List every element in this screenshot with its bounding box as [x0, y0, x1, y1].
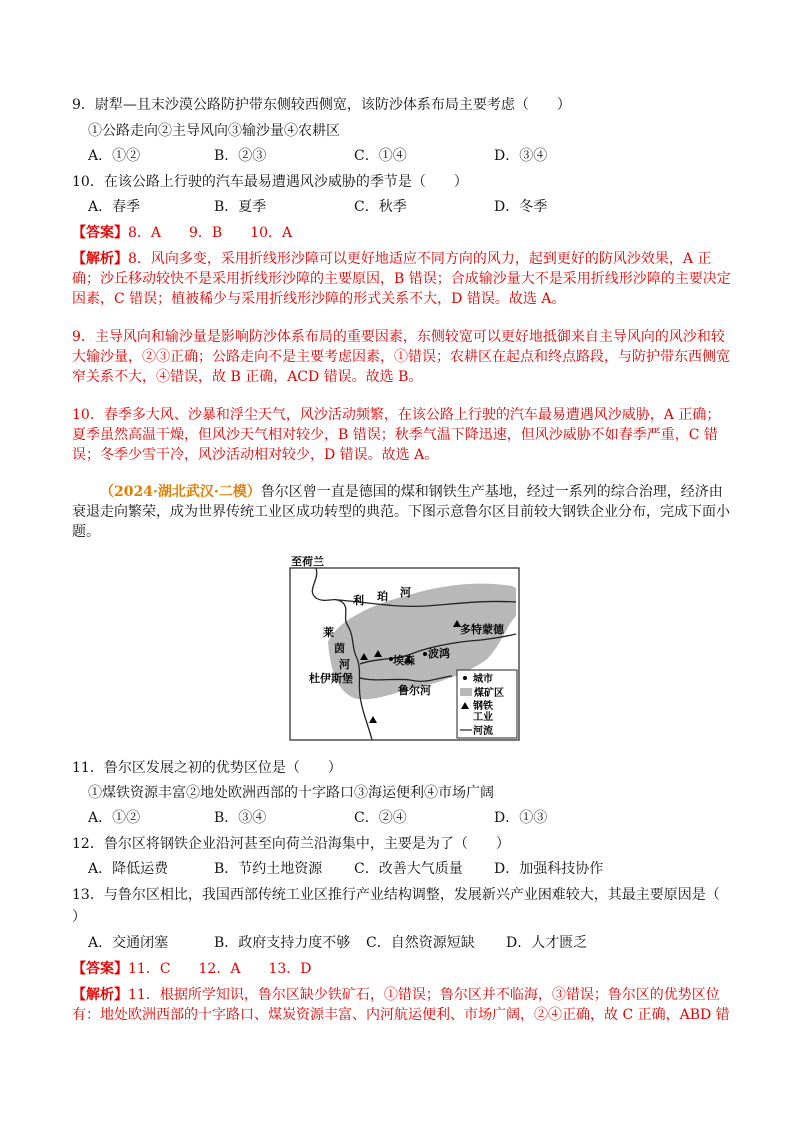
option-c: C．改善大气质量 [354, 861, 463, 877]
label-ruhr-river: 鲁尔河 [398, 684, 431, 697]
option-d: D．加强科技协作 [494, 861, 604, 877]
ruhr-map [276, 556, 521, 743]
label-to-netherlands: 至荷兰 [291, 556, 324, 568]
label-lippe-1: 利 [353, 594, 364, 607]
q9-items: ①公路走向②主导风向③输沙量④农耕区 [88, 123, 340, 139]
q9-stem: 9．尉犁—且末沙漠公路防护带东侧较西侧宽，该防沙体系布局主要考虑（ ） [72, 97, 571, 113]
label-bochum: 波鸿 [428, 647, 450, 660]
intro-text: 鲁尔区曾一直是德国的煤和钢铁生产基地，经过一系列的综合治理，经济由衰退走向繁荣，成为世界传统工业区成功转型的典范。下图示意鲁尔区目前较大钢铁企业分布，完成下面小题。 [72, 484, 730, 540]
q13-stem: 13．与鲁尔区相比，我国西部传统工业区推行产业结构调整，发展新兴产业困难较大，其最主要原因是（ [72, 887, 720, 903]
legend-coal-symbol [460, 688, 472, 696]
q10-options [88, 197, 648, 217]
explanation-9: 9．主导风向和输沙量是影响防沙体系布局的重要因素，东侧较宽可以更好地抵御来自主导风向的风沙和较大输沙量，②③正确；公路走向不是主要考虑因素，①错误；农耕区在起点和终点路段，与防护带东西侧宽窄关系不大，④错误，故 B 正确，ACD 错误。故选 B。 [72, 329, 730, 385]
legend-coal-label: 煤矿区 [474, 688, 504, 699]
label-essen: 埃森 [393, 654, 415, 667]
option-d: D．③④ [494, 148, 548, 164]
map-legend [457, 670, 517, 738]
label-rhine-3: 河 [339, 658, 350, 671]
city-dot-bochum [423, 652, 427, 656]
q11-items: ①煤铁资源丰富②地处欧洲西部的十字路口③海运便利④市场广阔 [88, 785, 494, 801]
source-tag: （2024·湖北武汉·二模） [100, 484, 261, 500]
explanation-10: 10．春季多大风、沙暴和浮尘天气，风沙活动频繁，在该公路上行驶的汽车最易遭遇风沙威胁，A 正确；夏季虽然高温干燥，但风沙天气相对较少，B 错误；秋季气温下降迅速，但风沙威胁不如春季严重，C 错误；冬季少雪干冷，风沙活动相对较少，D 错误。故选 A。 [72, 407, 721, 463]
option-a: A．春季 [88, 199, 141, 215]
explanation-tag: 【解析】 [72, 987, 128, 1003]
legend-city-symbol [463, 676, 467, 680]
option-a: A．①② [88, 810, 141, 826]
legend-city-label: 城市 [473, 674, 493, 685]
label-dortmund: 多特蒙德 [460, 623, 504, 636]
option-d: D．①③ [494, 810, 548, 826]
option-b: B．夏季 [214, 199, 267, 215]
option-a: A．①② [88, 148, 141, 164]
q11-options [88, 808, 648, 828]
option-b: B．节约土地资源 [214, 861, 323, 877]
explanation-tag: 【解析】 [72, 251, 128, 267]
q13-options [88, 933, 648, 953]
answer-block-2 [72, 959, 312, 979]
legend-river-label: 河流 [473, 726, 493, 737]
option-a: A．降低运费 [88, 861, 169, 877]
answer-tag: 【答案】 [72, 225, 128, 241]
option-c: C．②④ [354, 810, 407, 826]
ruhr-map-svg [276, 556, 521, 743]
answer-tag: 【答案】 [72, 961, 128, 977]
legend-steel-label-1: 钢铁 [473, 701, 493, 712]
label-lippe-3: 河 [400, 586, 411, 599]
answer-text: 11．C 12．A 13．D [128, 961, 312, 977]
label-lippe-2: 珀 [377, 590, 388, 603]
label-duisburg: 杜伊斯堡 [309, 672, 353, 685]
answer-block-1 [72, 223, 292, 243]
explanation-8 [72, 249, 732, 309]
explanation-11 [72, 985, 732, 1025]
option-d: D．冬季 [494, 199, 548, 215]
option-a: A．交通闭塞 [88, 935, 169, 951]
option-c: C．自然资源短缺 [366, 935, 475, 951]
option-b: B．②③ [214, 148, 267, 164]
answer-text: 8．A 9．B 10．A [128, 225, 293, 241]
option-d: D．人才匮乏 [506, 935, 588, 951]
explanation-8-text: 8．风向多变，采用折线形沙障可以更好地适应不同方向的风力，起到更好的防风沙效果，A 正确；沙丘移动较快不是采用折线形沙障的主要原因，B 错误；合成输沙量大不是采用折线形沙障的主要决定因素，C 错误；植被稀少与采用折线形沙障的形式关系不大，D 错误。故选 A。 [72, 251, 731, 307]
option-c: C．①④ [354, 148, 407, 164]
q12-stem: 12．鲁尔区将钢铁企业沿河甚至向荷兰沿海集中，主要是为了（ ） [72, 836, 510, 852]
option-b: B．③④ [214, 810, 267, 826]
label-rhine-1: 莱 [323, 626, 334, 639]
q13-stem-end: ） [72, 909, 86, 925]
q10-stem: 10．在该公路上行驶的汽车最易遭遇风沙威胁的季节是（ ） [72, 174, 468, 190]
option-b: B．政府支持力度不够 [214, 935, 351, 951]
option-c: C．秋季 [354, 199, 407, 215]
legend-steel-label-2: 工业 [473, 712, 493, 723]
label-rhine-2: 茵 [334, 642, 345, 655]
q9-options [88, 146, 648, 166]
explanation-11-text: 11．根据所学知识，鲁尔区缺少铁矿石，①错误；鲁尔区并不临海，③错误；鲁尔区的优势区位有：地处欧洲西部的十字路口、煤炭资源丰富、内河航运便利、市场广阔，②④正确，故 C 正确，ABD 错 [72, 987, 730, 1023]
q12-options [88, 859, 648, 879]
q11-stem: 11．鲁尔区发展之初的优势区位是（ ） [72, 760, 342, 776]
intro-paragraph [72, 482, 732, 542]
